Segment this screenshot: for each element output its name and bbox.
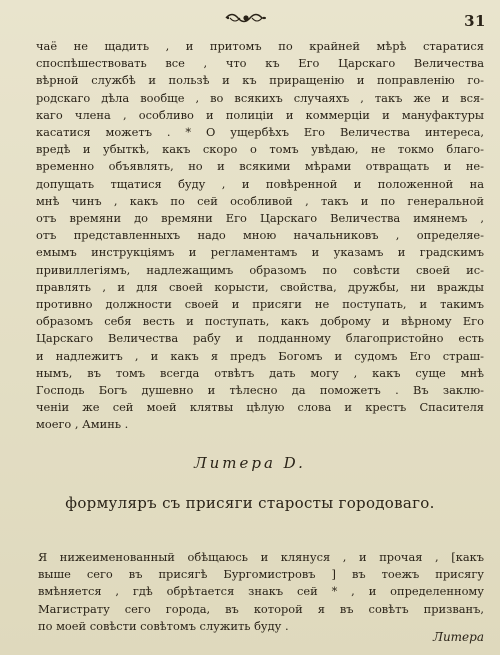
oath-text-line: Я нижеименованный обѣщаюсь и клянуся , и прочая , [какъ [38, 550, 484, 564]
oath-text-line: вмѣняется , гдѣ обрѣтается знакъ сей * , и определенному [38, 584, 484, 599]
body-text-line: вѣрной службѣ и пользѣ и къ приращенiю и поправленiю го- [36, 73, 484, 88]
body-text-line: отъ времяни до времяни Его Царскаго Величества имянемъ , [36, 211, 484, 226]
body-text-line: отъ представленныхъ надо мною начальниковъ , определяе- [36, 228, 484, 243]
body-text-line: и надлежитъ , и какъ я предъ Богомъ и судомъ Его страш- [36, 348, 484, 363]
body-text-line: допущать тщатися буду , и повѣренной и положенной на [36, 176, 484, 191]
page-header [0, 8, 500, 34]
body-text-line: образомъ себя весть и поступать, какъ доброму и вѣрному Его [36, 314, 484, 329]
body-text-line: Господь Богъ душевно и тѣлесно да поможетъ . Въ заклю- [36, 383, 484, 398]
body-text-line: родскаго дѣла вообще , во всякихъ случаяхъ , такъ же и вся- [36, 90, 484, 105]
formular-title: формуляръ съ присяги старосты городоваго. [65, 494, 435, 512]
section-title: Литера D. [194, 454, 306, 472]
oath-text-line: по моей совѣсти совѣтомъ служить буду . [38, 618, 289, 633]
body-text-line: противно должности своей и присяги не поступать, и такимъ [36, 297, 484, 312]
oath-text-line: Магистрату сего города, въ которой я въ совѣтъ призванъ, [38, 601, 484, 616]
body-text-line: мнѣ чинъ , какъ по сей особливой , такъ и по генеральной [36, 193, 484, 208]
body-text-line: споспѣшествовать все , что къ Его Царскаго Величества [36, 56, 484, 71]
ornament-icon [224, 10, 268, 26]
body-text-line: чаё не щадить , и притомъ по крайней мѣрѣ старатися [36, 39, 484, 53]
page-number: 31 [464, 12, 486, 30]
body-text-line: моего , Аминь . [36, 417, 129, 432]
body-text-line: привиллегiямъ, надлежащимъ образомъ по совѣсти своей ис- [36, 262, 484, 277]
body-text-line: вредѣ и убыткѣ, какъ скоро о томъ увѣдаю, не токмо благо- [36, 142, 484, 157]
body-text-line: временно объявлять, но и всякими мѣрами отвращать и не- [36, 159, 484, 174]
body-text-line: ченiи же сей моей клятвы цѣлую слова и крестъ Спасителя [36, 400, 484, 415]
body-text-line: емымъ инструкцiямъ и регламентамъ и указамъ и градскимъ [36, 245, 484, 260]
body-text-line: каго члена , особливо и полицiи и коммерцiи и мануфактуры [36, 107, 484, 122]
oath-text-block [38, 549, 484, 635]
catchword: Литера [432, 630, 484, 644]
body-text-line: касатися можетъ . * О ущербѣхъ Его Величества интереса, [36, 125, 484, 140]
body-text-line: Царскаго Величества рабу и подданному благопристойно есть [36, 331, 484, 346]
main-text-block [36, 38, 484, 434]
body-text-line: правлять , и для своей корысти, свойства, дружбы, ни вражды [36, 279, 484, 294]
oath-text-line: выше сего въ присягѣ Бургомистровъ ] въ тоежъ присягу [38, 567, 484, 582]
body-text-line: нымъ, въ томъ всегда отвѣтъ дать могу , какъ суще мнѣ [36, 365, 484, 380]
